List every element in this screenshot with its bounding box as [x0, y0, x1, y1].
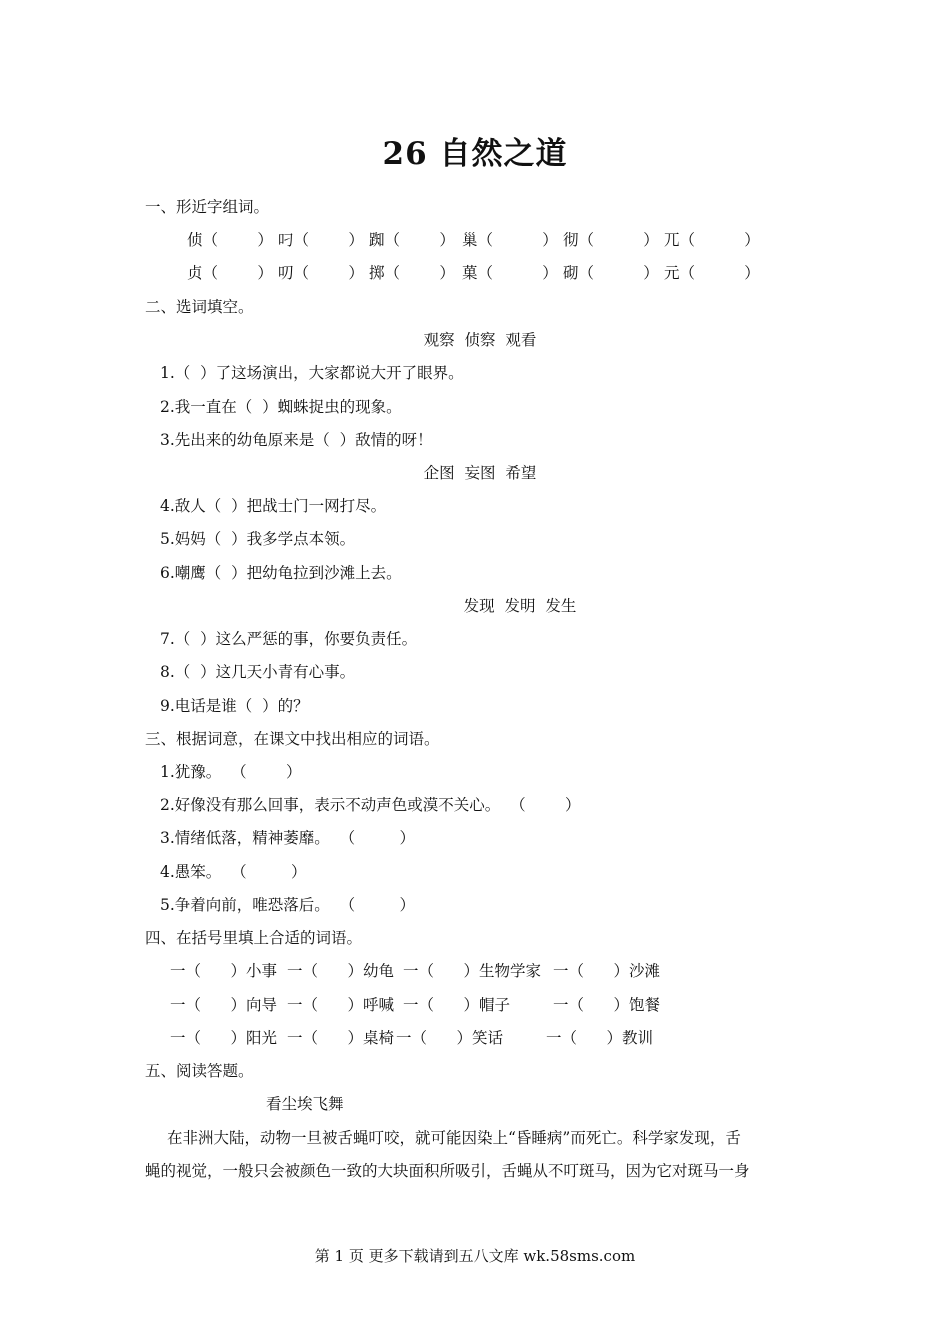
word-pair-cell: 兀（ ）	[664, 231, 760, 249]
question-item: 2.好像没有那么回事，表示不动声色或漠不关心。 （ ）	[160, 796, 581, 814]
question-item: 7.（ ）这么严惩的事，你要负责任。	[160, 630, 418, 648]
section-2-heading: 二、选词填空。	[145, 298, 254, 316]
word-pair-cell: 掷（ ）	[369, 264, 455, 282]
question-item: 4.愚笨。 （ ）	[160, 863, 307, 881]
fill-word-cell: 一（ ）阳光	[170, 1029, 278, 1047]
question-item: 5.妈妈（ ）我多学点本领。	[160, 530, 356, 548]
word-pair-cell: 踟（ ）	[369, 231, 455, 249]
fill-word-cell: 一（ ）小事	[170, 962, 278, 980]
question-item: 1.（ ）了这场演出，大家都说大开了眼界。	[160, 364, 464, 382]
fill-word-cell: 一（ ）沙滩	[553, 962, 661, 980]
question-item: 9.电话是谁（ ）的？	[160, 697, 309, 715]
word-choice-group: 发现 发明 发生	[463, 597, 577, 615]
word-choice-group: 观察 侦察 观看	[423, 331, 537, 349]
fill-word-cell: 一（ ）幼龟	[287, 962, 395, 980]
fill-word-cell: 一（ ）饱餐	[553, 996, 661, 1014]
question-item: 2.我一直在（ ）蜘蛛捉虫的现象。	[160, 398, 402, 416]
section-4-heading: 四、在括号里填上合适的词语。	[145, 929, 363, 947]
word-pair-cell: 侦（ ）	[187, 231, 273, 249]
word-pair-cell: 贞（ ）	[187, 264, 273, 282]
fill-word-cell: 一（ ）桌椅	[287, 1029, 395, 1047]
word-pair-cell: 叼（ ）	[278, 231, 364, 249]
passage-title: 看尘埃飞舞	[266, 1095, 344, 1113]
fill-word-cell: 一（ ）教训	[546, 1029, 654, 1047]
passage-line: 在非洲大陆，动物一旦被舌蝇叮咬，就可能因染上“昏睡病”而死亡。科学家发现，舌	[167, 1129, 741, 1147]
word-choice-group: 企图 妄图 希望	[423, 464, 537, 482]
fill-word-cell: 一（ ）呼喊	[287, 996, 395, 1014]
question-item: 3.情绪低落，精神萎靡。 （ ）	[160, 829, 415, 847]
fill-word-cell: 一（ ）向导	[170, 996, 278, 1014]
word-pair-cell: 彻（ ）	[563, 231, 659, 249]
question-item: 8.（ ）这几天小青有心事。	[160, 663, 356, 681]
question-item: 4.敌人（ ）把战士门一网打尽。	[160, 497, 387, 515]
fill-word-cell: 一（ ）笑话	[396, 1029, 504, 1047]
word-pair-cell: 菓（ ）	[462, 264, 558, 282]
section-1-heading: 一、形近字组词。	[145, 198, 270, 216]
question-item: 3.先出来的幼龟原来是（ ）敌情的呀！	[160, 431, 433, 449]
question-item: 5.争着向前，唯恐落后。 （ ）	[160, 896, 415, 914]
word-pair-cell: 砌（ ）	[563, 264, 659, 282]
word-pair-cell: 巢（ ）	[462, 231, 558, 249]
fill-word-cell: 一（ ）帽子	[403, 996, 511, 1014]
word-pair-cell: 叨（ ）	[278, 264, 364, 282]
question-item: 1.犹豫。 （ ）	[160, 763, 302, 781]
page-title: 26 自然之道	[382, 136, 568, 172]
question-item: 6.嘲鹰（ ）把幼龟拉到沙滩上去。	[160, 564, 402, 582]
fill-word-cell: 一（ ）生物学家	[403, 962, 542, 980]
passage-line: 蝇的视觉，一般只会被颜色一致的大块面积所吸引，舌蝇从不叮斑马，因为它对斑马一身	[145, 1162, 750, 1180]
page-footer: 第 1 页 更多下载请到五八文库 wk.58sms.com	[314, 1247, 636, 1265]
section-3-heading: 三、根据词意，在课文中找出相应的词语。	[145, 730, 440, 748]
section-5-heading: 五、阅读答题。	[145, 1062, 254, 1080]
word-pair-cell: 元（ ）	[664, 264, 760, 282]
